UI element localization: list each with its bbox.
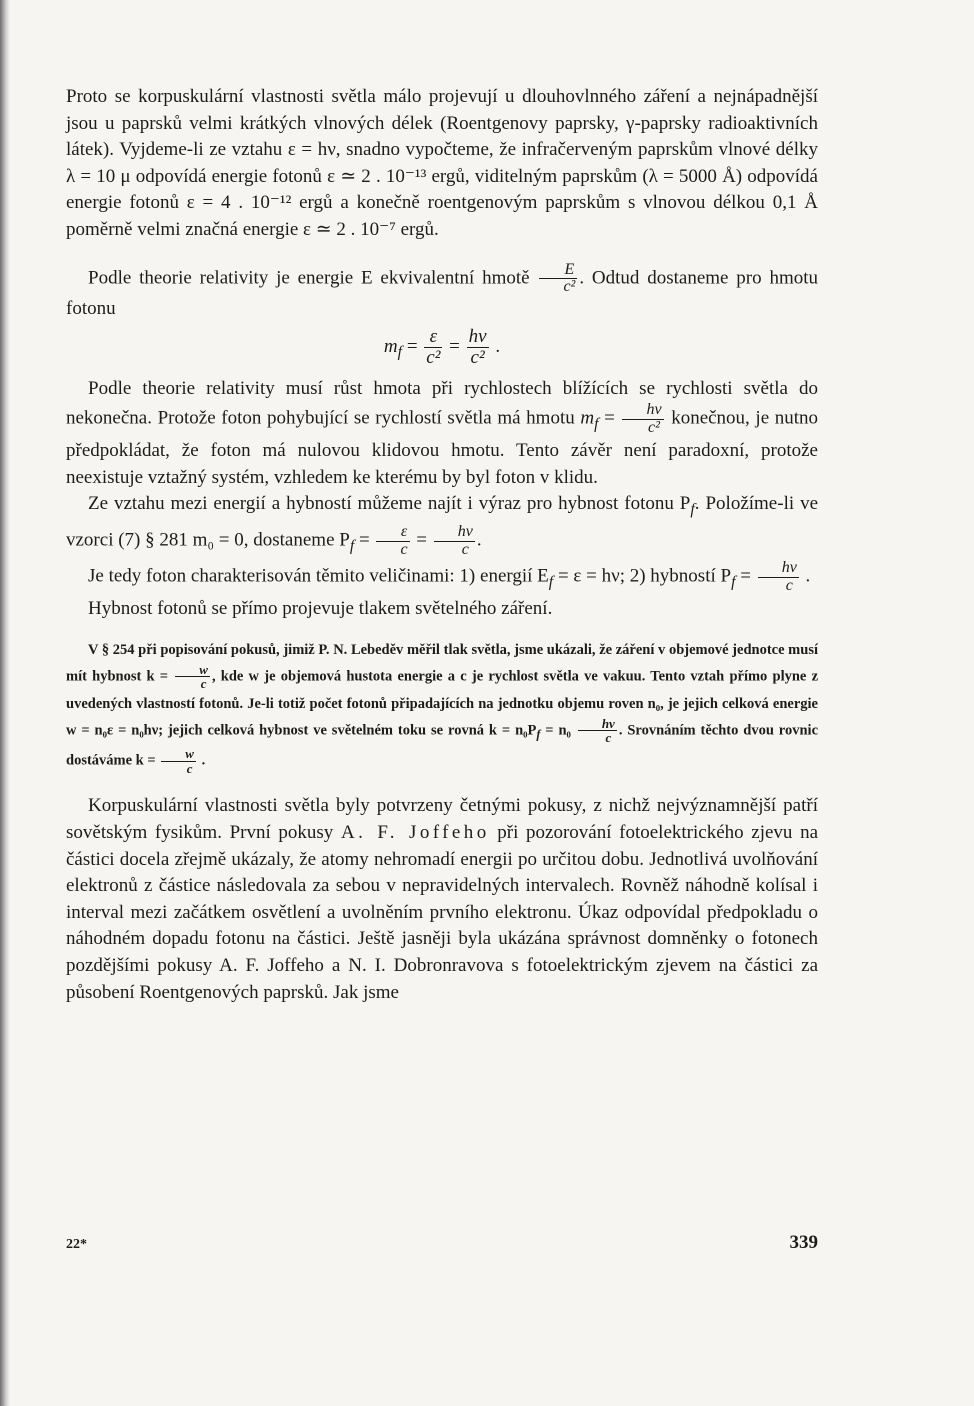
paragraph-rest-mass: Podle theorie relativity musí růst hmota při rychlostech blížících se rychlosti světla do nekonečna. Protože foton pohybující se rychlostí světla má hmotu $m_f$ = $\frac{h\nu}{\text{c²}}$ konečnou, je nutno předpokládat, že foton má nulovou klidovou hmotu. Tento závěr není paradoxní, protože neexistuje vztažný systém, vzhledem ke kterému by byl foton v klidu. [66, 377, 819, 488]
symbol-m: m [383, 335, 398, 357]
name-joffe: A. F. Joffeho [340, 822, 490, 844]
subscript: f [349, 537, 355, 555]
numerator: w [161, 747, 196, 762]
denominator: c² [563, 278, 576, 296]
numerator: ε [424, 327, 442, 348]
subscript: f [731, 573, 736, 591]
text: , kde w je objemová hustota energie a c je rychlost světla ve vakuu. Tento vztah přímo plyne z uvedených vlastností fotonů. Je-li totiž počet fotonů připadajících na jednotku objemu roven n₀, je jejich celková energie w = n₀ε = n₀hν; jejich celková hybnost ve světelném toku se rovná k = n₀P [66, 668, 819, 739]
subscript: f [690, 501, 695, 519]
fraction-w-over-c [175, 663, 210, 691]
signature-mark: 22* [66, 1237, 87, 1252]
page-edge-shadow [0, 0, 10, 1406]
fraction-hnu-over-c [578, 717, 617, 745]
formula-photon-mass: $m_f$ = $\frac{\varepsilon}{\text{c²}}$ = $\frac{h\nu}{\text{c²}}$ . [383, 325, 501, 368]
fraction-w-over-c [161, 747, 196, 775]
paragraph-joffe-experiments [66, 793, 818, 1006]
text: Korpuskulární vlastnosti světla byly potvrzeny četnými pokusy, z nichž nejvýznamnější patří sovětským fysikům. První pokusy [66, 795, 818, 844]
numerator: ε [376, 524, 409, 542]
fraction-eps-over-c [376, 524, 409, 559]
paragraph-radiation-pressure: Hybnost fotonů se přímo projevuje tlakem světelného záření. [88, 597, 553, 619]
page-content [66, 84, 818, 1006]
text: Je tedy foton charakterisován těmito veličinami: 1) energií E [88, 565, 549, 587]
paragraph-corpuscular-intro: Proto se korpuskulární vlastnosti světla málo projevují u dlouhovlnného záření a nejnápadnější jsou u paprsků velmi krátkých vlnových délek (Roentgenovy paprsky, γ-paprsky radioaktivních látek). Vyjdeme-li ze vztahu ε = hν, snadno vypočteme, že infračerveným paprskům vlnové délky λ = 10 μ odpovídá energie fotonů ε ≃ 2 . 10⁻¹³ ergů, viditelným paprskům (λ = 5000 Å) odpovídá energie fotonů ε = 4 . 10⁻¹² ergů a konečně roentgenovým paprskům s vlnovou délkou 0,1 Å poměrně velmi značná energie ε ≃ 2 . 10⁻⁷ ergů. [66, 86, 818, 240]
numerator: hν [622, 402, 663, 420]
subscript: f [536, 727, 541, 742]
paragraph-photon-quantities: Je tedy foton charakterisován těmito veličinami: 1) energií $E_f = \varepsilon = h\nu$; 2) hybností $P_f$ = $\frac{h\nu}{c}$ . [88, 558, 811, 594]
subscript: f [397, 343, 403, 361]
denominator: c [200, 676, 207, 692]
text: Podle theorie relativity je energie E ekvivalentní hmotě [88, 267, 530, 289]
text: při pozorování fotoelektrického zjevu na částici docela zřejmě ukázaly, že atomy nehromadí energii po určitou dobu. Jednotlivá uvolňování elektronů z částice následovala za sebou v nepravidelných intervalech. Rovněž náhodně kolísal i interval mezi začátkem osvětlení a uvolněním prvního elektronu. Úkaz odpovídal předpokladu o náhodném dopadu fotonu na částici. Ještě jasněji byla ukázána správnost domněnky o fotonech pozdějšími pokusy A. F. Joffeho a N. I. Dobronravova s fotoelektrickým zjevem na částici za působení Roentgenových paprsků. Jak jsme [66, 822, 819, 1003]
text: Ze vztahu mezi energií a hybností můžeme najít i výraz pro hybnost fotonu P [88, 493, 691, 515]
text: = n₀ [540, 722, 571, 739]
text: . Odtud dostaneme pro hmotu fotonu [66, 267, 819, 320]
text: . Položíme-li ve vzorci (7) § 281 m₀ = 0, dostaneme P [66, 493, 818, 551]
numerator: hν [468, 325, 487, 347]
numerator: hν [434, 524, 475, 542]
symbol-m: m [580, 407, 595, 429]
paragraph-photon-momentum: Ze vztahu mezi energií a hybností můžeme najít i výraz pro hybnost fotonu $P_f$. Položíme-li ve vzorci (7) § 281 m₀ = 0, dostaneme $P_f$ = $\frac{\varepsilon}{c}$ = $\frac{h\nu}{c}$ . [66, 493, 818, 558]
page-number: 339 [789, 1232, 818, 1253]
paragraph-relativity-mass [66, 262, 818, 323]
fraction-eps-over-c2 [424, 327, 442, 368]
text: V § 254 při popisování pokusů, jimiž P. N. Lebeděv měřil tlak světla, jsme ukázali, že záření v objemové jednotce musí mít hybnost k = [66, 641, 818, 684]
text: = ε = hν; 2) hybností P [553, 565, 732, 587]
fraction-hnu-over-c2 [467, 327, 489, 368]
page-footer [66, 1232, 818, 1254]
fraction-hnu-over-c [434, 524, 475, 559]
subscript: f [548, 573, 554, 591]
denominator: c [461, 540, 469, 558]
numerator: hν [758, 560, 799, 578]
denominator: c [400, 540, 408, 558]
text: konečnou, je nutno předpokládat, že foton má nulovou klidovou hmotu. Tento závěr není paradoxní, protože neexistuje vztažný systém, vzhledem ke kterému by byl foton v klidu. [66, 407, 819, 488]
fraction-e-over-c2 [539, 262, 577, 297]
numerator: w [175, 663, 210, 678]
note-lebedev: V § 254 při popisování pokusů, jimiž P. N. Lebeděv měřil tlak světla, jsme ukázali, že záření v objemové jednotce musí mít hybnost k = $\frac{w}{c}$ , kde w je objemová hustota energie a c je rychlost světla ve vakuu. Tento vztah přímo plyne z uvedených vlastností fotonů. Je-li totiž počet fotonů připadajících na jednotku objemu roven n₀, je jejich celková energie w = n₀ε = n₀hν; jejich celková hybnost ve světelném toku se rovná $k = n_0P_f = n_0$ $\frac{h\nu}{c}$ . Srovnáním těchto dvou rovnic dostáváme k = $\frac{w}{c}$ . [66, 641, 819, 776]
fraction-hnu-over-c [758, 560, 799, 595]
fraction-hnu-over-c2 [622, 402, 663, 437]
numerator: E [539, 262, 577, 280]
numerator: hν [578, 717, 617, 732]
denominator: c² [426, 346, 441, 368]
denominator: c² [470, 346, 485, 368]
text: Podle theorie relativity musí růst hmota při rychlostech blížících se rychlosti světla do nekonečna. Protože foton pohybující se rychlostí světla má hmotu [66, 377, 818, 429]
denominator: c [186, 760, 193, 776]
denominator: c [785, 576, 793, 594]
denominator: c² [648, 419, 660, 437]
text: . Srovnáním těchto dvou rovnic dostáváme k = [66, 722, 819, 769]
denominator: c [605, 730, 612, 746]
subscript: f [594, 415, 599, 433]
